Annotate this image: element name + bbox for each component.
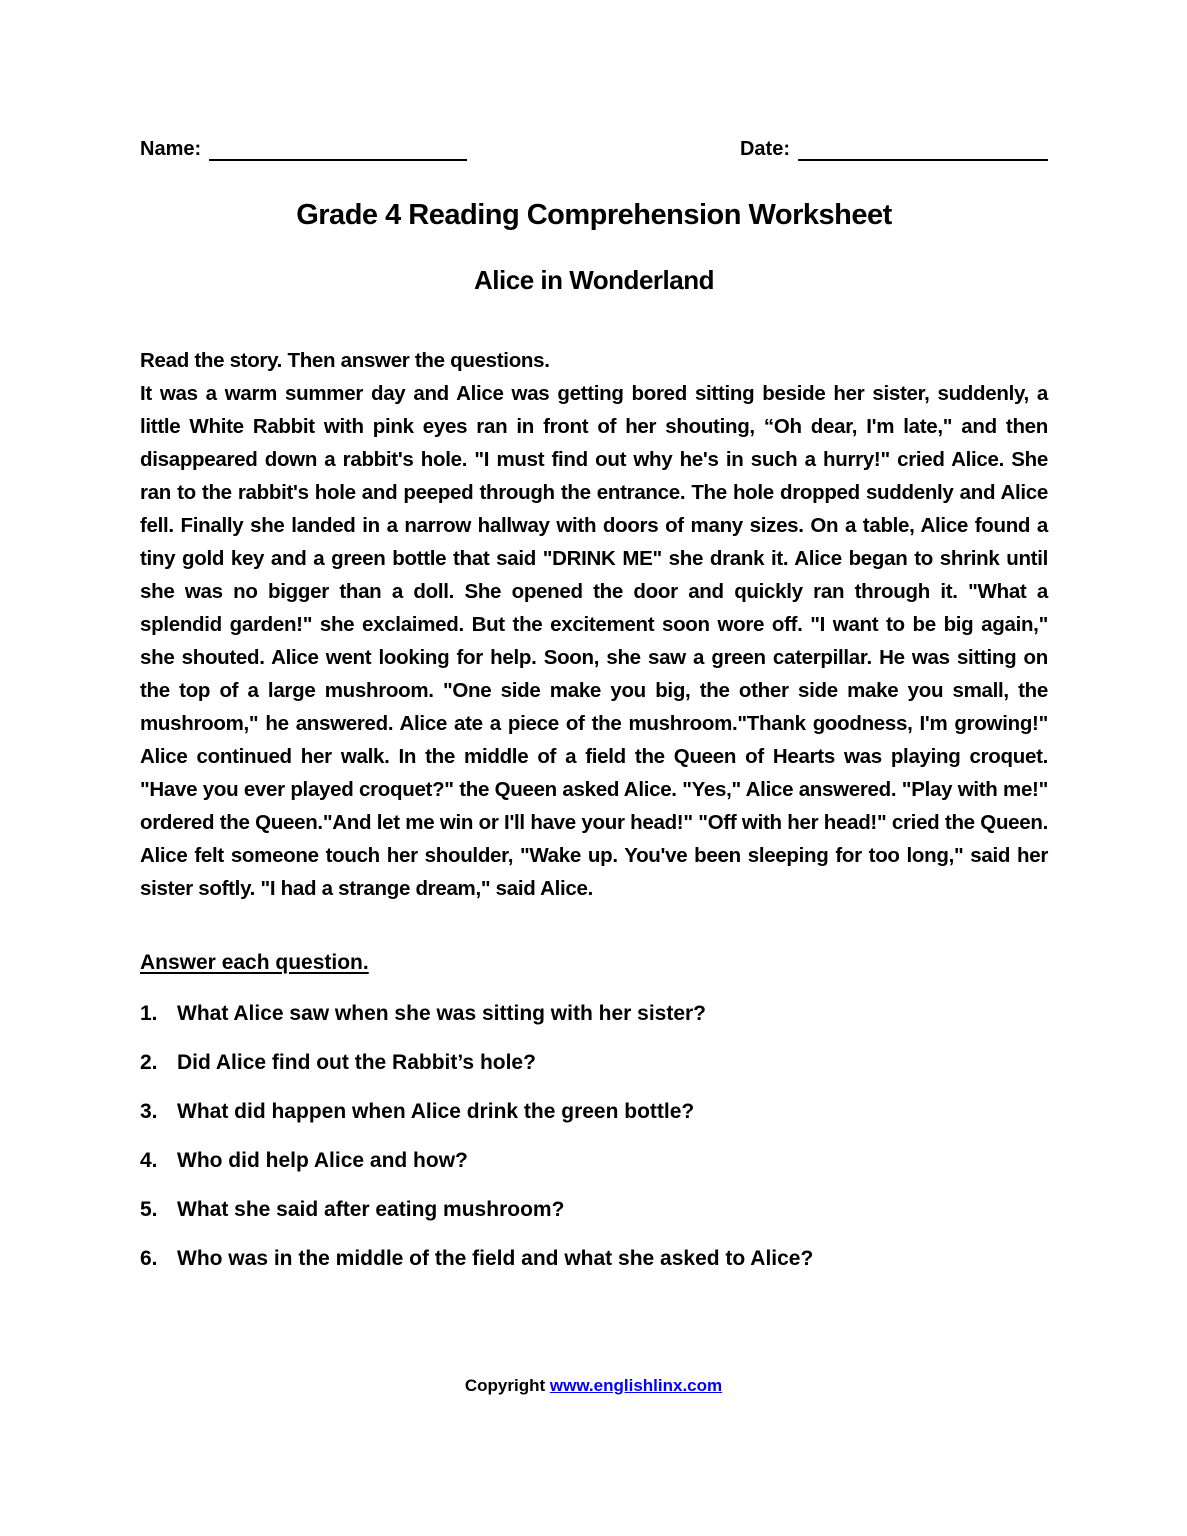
question-text: Did Alice find out the Rabbit’s hole? (177, 1051, 536, 1074)
question-item (140, 999, 1048, 1029)
question-text: What Alice saw when she was sitting with her sister? (177, 1002, 707, 1025)
question-text: What she said after eating mushroom? (177, 1198, 565, 1221)
question-text: Who did help Alice and how? (177, 1149, 468, 1172)
questions-heading: Answer each question. (140, 951, 369, 974)
questions-section (140, 951, 1048, 1274)
date-blank-line (798, 139, 1048, 161)
question-number: 4. (140, 1149, 158, 1172)
header-row (140, 138, 1048, 161)
question-text: Who was in the middle of the field and what she asked to Alice? (177, 1247, 814, 1270)
copyright-label: Copyright (464, 1376, 546, 1395)
date-field (740, 138, 1048, 161)
question-number: 6. (140, 1247, 158, 1270)
copyright-link[interactable]: www.englishlinx.com (549, 1376, 723, 1395)
question-number: 1. (140, 1002, 158, 1025)
story-text: It was a warm summer day and Alice was getting bored sitting beside her sister, suddenly, a little White Rabbit with pink eyes ran in front of her shouting, “Oh dear, I'm late," and then disappeared down a rabbit's hole. "I must find out why he's in such a hurry!" cried Alice. She ran to the rabbit's hole and peeped through the entrance. The hole dropped suddenly and Alice fell. Finally she landed in a narrow hallway with doors of many sizes. On a table, Alice found a tiny gold key and a green bottle that said "DRINK ME" she drank it. Alice began to shrink until she was no bigger than a doll. She opened the door and quickly ran through it. "What a splendid garden!" she exclaimed. But the excitement soon wore off. "I want to be big again," she shouted. Alice went looking for help. Soon, she saw a green caterpillar. He was sitting on the top of a large mushroom. "One side make you big, the other side make you small, the mushroom," he answered. Alice ate a piece of the mushroom."Thank goodness, I'm growing!" Alice continued her walk. In the middle of a field the Queen of Hearts was playing croquet. "Have you ever played croquet?" the Queen asked Alice. "Yes," Alice answered. "Play with me!" ordered the Queen."And let me win or I'll have your head!" "Off with her head!" cried the Queen. Alice felt someone touch her shoulder, "Wake up. You've been sleeping for too long," said her sister softly. "I had a strange dream," said Alice. (140, 382, 1048, 900)
question-item (140, 1146, 1048, 1176)
question-item (140, 1097, 1048, 1127)
name-field (140, 138, 467, 161)
name-label: Name: (140, 138, 202, 160)
name-blank-line (209, 139, 467, 161)
page-title: Grade 4 Reading Comprehension Worksheet (296, 199, 892, 231)
question-number: 2. (140, 1051, 158, 1074)
question-item (140, 1195, 1048, 1225)
question-text: What did happen when Alice drink the green bottle? (177, 1100, 695, 1123)
question-number: 5. (140, 1198, 158, 1221)
question-item (140, 1048, 1048, 1078)
page-subtitle: Alice in Wonderland (474, 265, 714, 295)
date-label: Date: (739, 138, 790, 160)
footer (0, 1376, 1187, 1396)
question-number: 3. (140, 1100, 158, 1123)
story-instruction: Read the story. Then answer the questions. (140, 349, 550, 372)
story-section (140, 344, 1048, 905)
question-item (140, 1244, 1048, 1274)
